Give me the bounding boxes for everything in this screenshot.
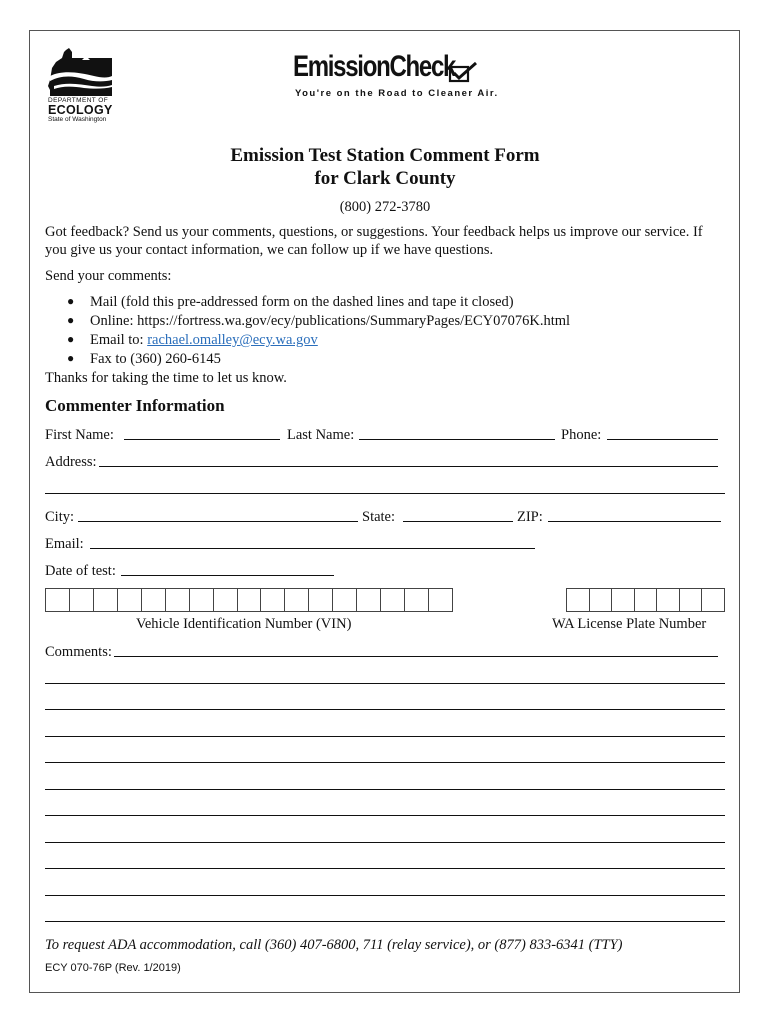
ecology-logo [48,48,118,128]
zip-field[interactable] [548,521,721,522]
bullet-email [90,331,318,349]
email-prefix: Email to: [90,332,148,348]
comments-line[interactable] [45,683,725,684]
address-field[interactable] [99,466,718,467]
comments-line[interactable] [45,895,725,896]
ec-logo-tagline: You're on the Road to Cleaner Air. [295,88,499,99]
vin-label: Vehicle Identification Number (VIN) [136,616,352,632]
bullet-icon: ● [67,313,75,327]
license-plate-boxes[interactable] [566,588,725,612]
last-name-field[interactable] [359,439,555,440]
phone-field[interactable] [607,439,718,440]
comments-line[interactable] [45,921,725,922]
plate-label: WA License Plate Number [552,616,707,632]
dept-line2: ECOLOGY [48,103,113,117]
intro-paragraph: Got feedback? Send us your comments, questions, or suggestions. Your feedback helps us improve our service. If you give us your contact information, we can follow up if we have questions. [45,224,703,258]
bullet-icon: ● [67,332,75,346]
email-link[interactable]: rachael.omalley@ecy.wa.gov [147,332,318,348]
form-phone: (800) 272-3780 [339,199,431,215]
first-name-label: First Name: [45,427,114,443]
date-of-test-field[interactable] [121,575,334,576]
ada-note: To request ADA accommodation, call (360) 407-6800, 711 (relay service), or (877) 833-6341 (TTY) [45,937,623,953]
comments-field[interactable] [114,656,718,657]
zip-label: ZIP: [517,509,543,525]
address-field-line2[interactable] [45,493,725,494]
send-options-list [0,293,770,369]
state-label: State: [362,509,396,525]
last-name-label: Last Name: [287,427,355,443]
emission-check-logo [293,50,499,100]
address-label: Address: [45,454,97,470]
dept-line3: State of Washington [48,116,107,123]
phone-label: Phone: [561,427,602,443]
checkbox-check-icon [448,61,478,83]
form-title-line2: for Clark County [314,168,456,189]
dept-line1: DEPARTMENT OF [48,97,109,104]
email-field[interactable] [90,548,535,549]
washington-state-icon [48,48,118,96]
state-field[interactable] [403,521,513,522]
comments-line[interactable] [45,815,725,816]
email-label: Email: [45,536,84,552]
date-of-test-label: Date of test: [45,563,116,579]
bullet-icon: ● [67,294,75,308]
commenter-heading: Commenter Information [45,396,225,415]
comments-line[interactable] [45,789,725,790]
bullet-online: Online: https://fortress.wa.gov/ecy/publications/SummaryPages/ECY07076K.html [90,313,571,329]
ec-logo-title: EmissionCheck [293,50,456,83]
thanks-text: Thanks for taking the time to let us know. [45,370,287,386]
comments-label: Comments: [45,644,112,660]
comments-line[interactable] [45,762,725,763]
comments-line[interactable] [45,868,725,869]
city-field[interactable] [78,521,358,522]
form-title-line1: Emission Test Station Comment Form [230,145,540,166]
city-label: City: [45,509,75,525]
bullet-mail: Mail (fold this pre-addressed form on the dashed lines and tape it closed) [90,294,514,310]
comments-line[interactable] [45,842,725,843]
comments-line[interactable] [45,736,725,737]
bullet-icon: ● [67,351,75,365]
vin-boxes[interactable] [45,588,453,612]
send-comments-label: Send your comments: [45,268,172,284]
first-name-field[interactable] [124,439,280,440]
publication-code: ECY 070-76P (Rev. 1/2019) [45,962,181,974]
comments-line[interactable] [45,709,725,710]
bullet-fax: Fax to (360) 260-6145 [90,351,221,367]
